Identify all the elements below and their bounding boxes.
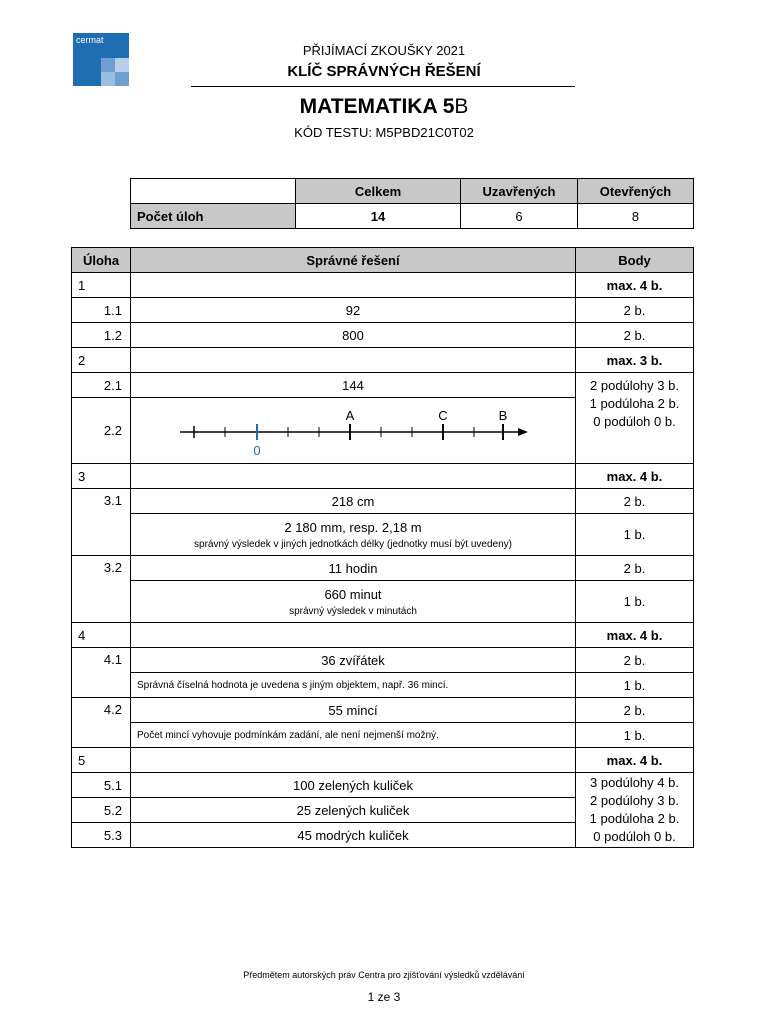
summary-closed: 6 — [461, 204, 578, 229]
summary-header-closed: Uzavřených — [461, 179, 578, 204]
task5-points-scheme — [576, 773, 694, 848]
number-line-diagram — [178, 408, 530, 460]
task2-points-scheme — [576, 373, 694, 464]
subtask-number: 5.1 — [72, 773, 131, 798]
header-rule — [191, 86, 575, 87]
points: 2 b. — [576, 298, 694, 323]
table-row — [72, 464, 694, 489]
subtask-number: 4.2 — [72, 698, 131, 748]
solution: 11 hodin — [131, 556, 576, 581]
table-row — [72, 673, 694, 698]
subtask-number: 2.2 — [72, 398, 131, 464]
test-code: KÓD TESTU: M5PBD21C0T02 — [294, 125, 474, 140]
solution: 218 cm — [131, 489, 576, 514]
points: 2 b. — [576, 698, 694, 723]
table-row — [72, 623, 694, 648]
label-zero: 0 — [253, 443, 261, 458]
points-line: 0 podúloh 0 b. — [593, 829, 676, 844]
points: 1 b. — [576, 514, 694, 556]
solution: 144 — [131, 373, 576, 398]
subtask-number: 3.1 — [72, 489, 131, 556]
summary-corner — [131, 179, 296, 204]
points: 2 b. — [576, 323, 694, 348]
alt-value: 660 minut — [324, 586, 382, 602]
points-line: 2 podúlohy 3 b. — [590, 378, 679, 393]
table-row — [72, 556, 694, 581]
points: 2 b. — [576, 648, 694, 673]
arrow-head — [518, 428, 528, 436]
solution: 92 — [131, 298, 576, 323]
points-line: 3 podúlohy 4 b. — [590, 775, 679, 790]
title-main: MATEMATIKA 5 — [299, 95, 455, 118]
solution: 55 mincí — [131, 698, 576, 723]
task-points: max. 4 b. — [576, 464, 694, 489]
points: 1 b. — [576, 723, 694, 748]
summary-row-label: Počet úloh — [131, 204, 296, 229]
points-line: 2 podúlohy 3 b. — [590, 793, 679, 808]
alt-note: správný výsledek v minutách — [289, 605, 417, 617]
points: 1 b. — [576, 581, 694, 623]
table-row — [72, 773, 694, 798]
task-points: max. 3 b. — [576, 348, 694, 373]
points: 2 b. — [576, 556, 694, 581]
task-number: 3 — [72, 464, 131, 489]
table-row — [72, 273, 694, 298]
solution: 45 modrých kuliček — [131, 823, 576, 848]
header-task: Úloha — [72, 248, 131, 273]
alternative-solution — [131, 514, 576, 556]
points-line: 1 podúloha 2 b. — [589, 396, 680, 411]
document-subtitle: KLÍČ SPRÁVNÝCH ŘEŠENÍ — [287, 63, 481, 80]
solution: 25 zelených kuliček — [131, 798, 576, 823]
solution: 36 zvířátek — [131, 648, 576, 673]
summary-header-open: Otevřených — [578, 179, 694, 204]
task-number: 5 — [72, 748, 131, 773]
label-a: A — [345, 408, 355, 423]
points: 2 b. — [576, 489, 694, 514]
answer-key-table — [71, 247, 694, 848]
subtask-number: 1.1 — [72, 298, 131, 323]
points: 1 b. — [576, 673, 694, 698]
points-line: 0 podúloh 0 b. — [593, 414, 676, 429]
title-variant: B — [454, 95, 469, 118]
label-b: B — [498, 408, 508, 423]
table-row — [72, 648, 694, 673]
alt-note: Počet mincí vyhovuje podmínkám zadání, ale není nejmenší možný. — [131, 723, 576, 748]
subtask-number: 1.2 — [72, 323, 131, 348]
table-row — [72, 514, 694, 556]
task-number: 2 — [72, 348, 131, 373]
task-points: max. 4 b. — [576, 273, 694, 298]
header-solution: Správné řešení — [131, 248, 576, 273]
task-number: 1 — [72, 273, 131, 298]
solution: 800 — [131, 323, 576, 348]
alt-value: 2 180 mm, resp. 2,18 m — [284, 519, 422, 535]
logo-text: cermat — [76, 35, 104, 45]
table-row — [72, 581, 694, 623]
table-row — [72, 723, 694, 748]
page-title — [0, 95, 768, 119]
subtask-number: 3.2 — [72, 556, 131, 623]
label-c: C — [438, 408, 448, 423]
task-points: max. 4 b. — [576, 748, 694, 773]
task-points: max. 4 b. — [576, 623, 694, 648]
task-number: 4 — [72, 623, 131, 648]
summary-total: 14 — [296, 204, 461, 229]
alt-note: správný výsledek v jiných jednotkách délky (jednotky musí být uvedeny) — [194, 538, 512, 550]
table-row — [72, 348, 694, 373]
alt-note: Správná číselná hodnota je uvedena s jiným objektem, např. 36 mincí. — [131, 673, 576, 698]
summary-header-total: Celkem — [296, 179, 461, 204]
subtask-number: 5.2 — [72, 798, 131, 823]
table-row — [72, 298, 694, 323]
summary-table — [130, 178, 694, 229]
table-row — [72, 698, 694, 723]
page-number: 1 ze 3 — [367, 990, 401, 1004]
alternative-solution — [131, 581, 576, 623]
summary-open: 8 — [578, 204, 694, 229]
table-row — [72, 373, 694, 398]
table-row — [72, 489, 694, 514]
table-row — [72, 323, 694, 348]
points-line: 1 podúloha 2 b. — [589, 811, 680, 826]
exam-name: PŘIJÍMACÍ ZKOUŠKY 2021 — [302, 43, 466, 58]
header-points: Body — [576, 248, 694, 273]
solution: 100 zelených kuliček — [131, 773, 576, 798]
subtask-number: 2.1 — [72, 373, 131, 398]
subtask-number: 5.3 — [72, 823, 131, 848]
subtask-number: 4.1 — [72, 648, 131, 698]
table-row — [72, 748, 694, 773]
copyright-note: Předmětem autorských práv Centra pro zjišťování výsledků vzdělávání — [243, 970, 525, 980]
